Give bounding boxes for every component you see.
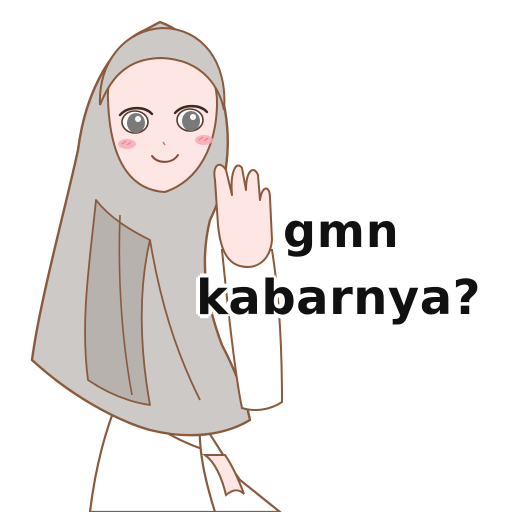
caption-line-1: gmn: [283, 204, 400, 258]
caption-line-2: kabarnya?: [196, 270, 481, 326]
